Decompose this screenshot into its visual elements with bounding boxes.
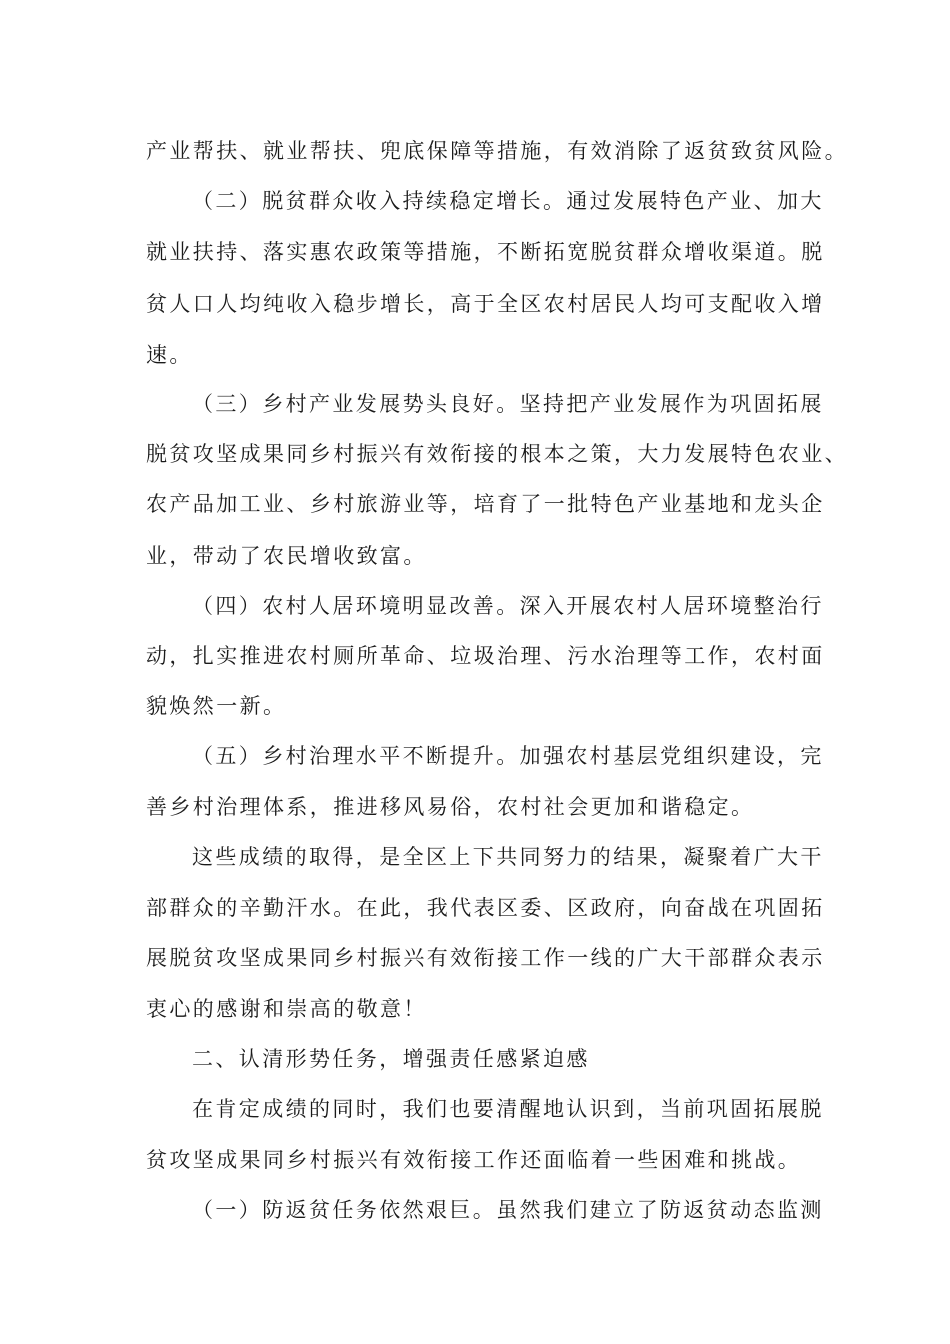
text-line: 在肯定成绩的同时，我们也要清醒地认识到，当前巩固拓展脱 [192, 1097, 824, 1121]
text-line: 衷心的感谢和崇高的敬意！ [146, 997, 427, 1021]
paragraph-heading-1: （一）防返贫任务依然艰巨。虽然我们建立了防返贫动态监测 [192, 1198, 824, 1222]
paragraph-heading-4: （四）农村人居环境明显改善。深入开展农村人居环境整治行 [192, 594, 824, 618]
text-line: 脱贫攻坚成果同乡村振兴有效衔接的根本之策，大力发展特色农业、 [146, 442, 848, 466]
text-line: 展脱贫攻坚成果同乡村振兴有效衔接工作一线的广大干部群众表示 [146, 946, 825, 970]
text-line: 速。 [146, 343, 193, 367]
section-heading: 二、认清形势任务，增强责任感紧迫感 [192, 1047, 590, 1071]
paragraph-heading-2: （二）脱贫群众收入持续稳定增长。通过发展特色产业、加大 [192, 189, 824, 213]
text-line: 部群众的辛勤汗水。在此，我代表区委、区政府，向奋战在巩固拓 [146, 896, 825, 920]
text-line: 业，带动了农民增收致富。 [146, 544, 427, 568]
text-line: 这些成绩的取得，是全区上下共同努力的结果，凝聚着广大干 [192, 845, 824, 869]
text-line: 动，扎实推进农村厕所革命、垃圾治理、污水治理等工作，农村面 [146, 644, 825, 668]
text-line: 农产品加工业、乡村旅游业等，培育了一批特色产业基地和龙头企 [146, 492, 825, 516]
text-line: 贫攻坚成果同乡村振兴有效衔接工作还面临着一些困难和挑战。 [146, 1148, 802, 1172]
paragraph-heading-3: （三）乡村产业发展势头良好。坚持把产业发展作为巩固拓展 [192, 392, 824, 416]
text-line: 贫人口人均纯收入稳步增长，高于全区农村居民人均可支配收入增 [146, 292, 825, 316]
text-line: 就业扶持、落实惠农政策等措施，不断拓宽脱贫群众增收渠道。脱 [146, 240, 825, 264]
text-line: 善乡村治理体系，推进移风易俗，农村社会更加和谐稳定。 [146, 795, 755, 819]
paragraph-heading-5: （五）乡村治理水平不断提升。加强农村基层党组织建设，完 [192, 744, 824, 768]
text-line: 貌焕然一新。 [146, 694, 287, 718]
text-line: 产业帮扶、就业帮扶、兜底保障等措施，有效消除了返贫致贫风险。 [146, 139, 848, 163]
